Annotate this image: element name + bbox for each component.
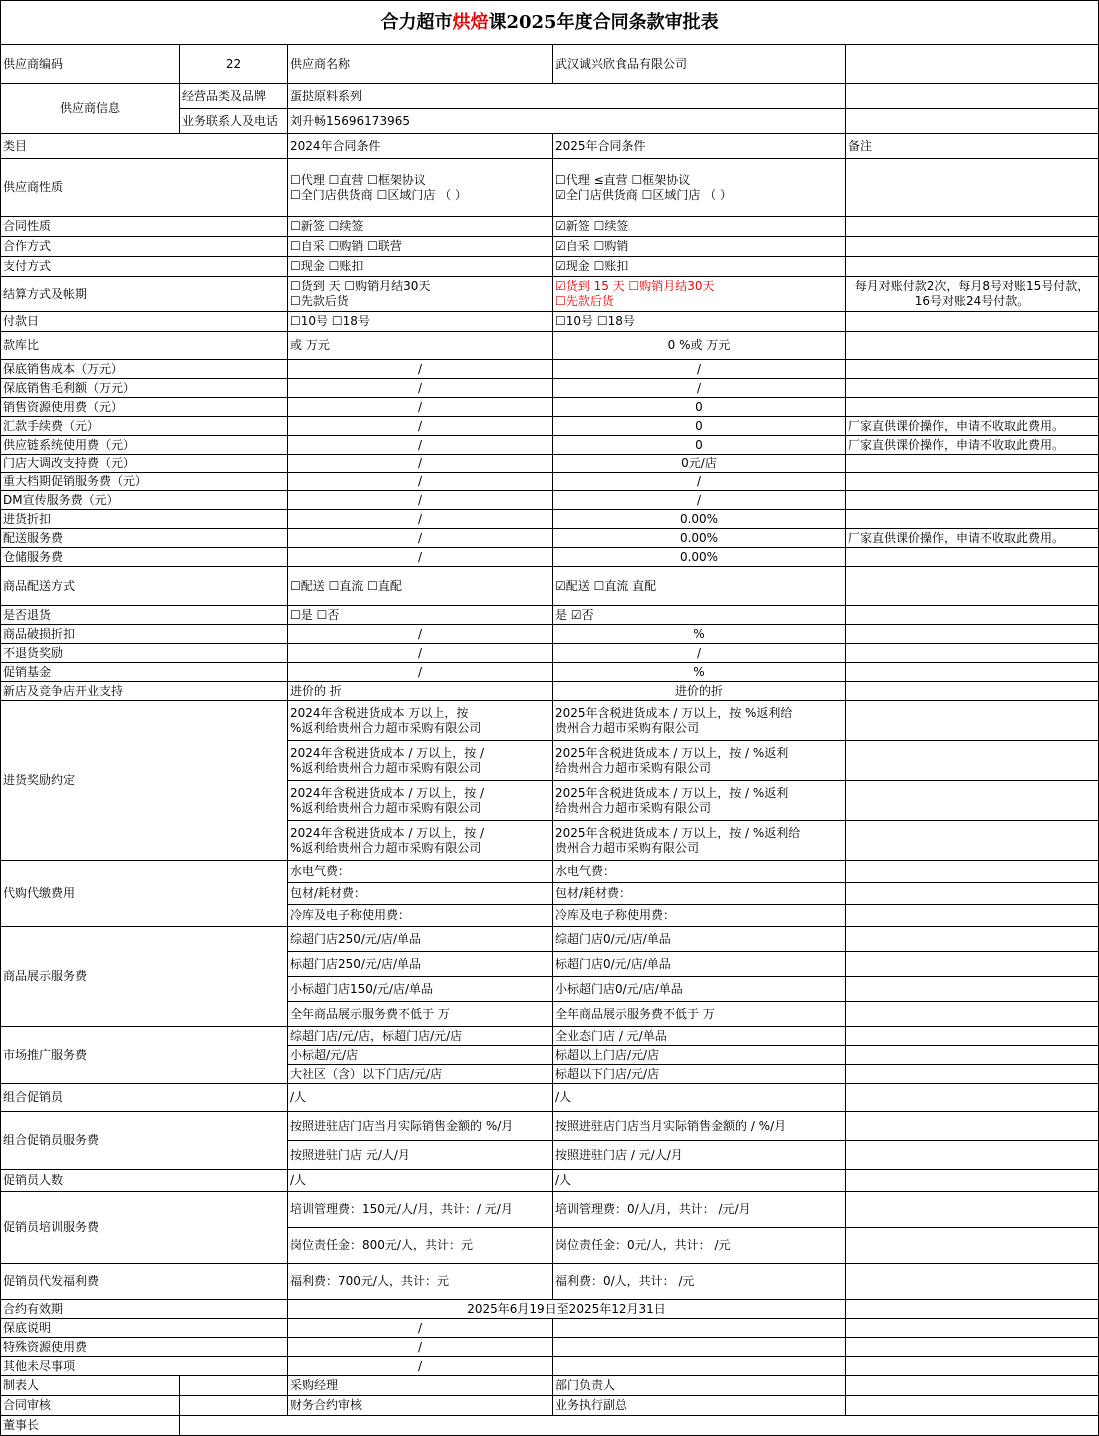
header-remark: 备注 (846, 134, 1099, 159)
fee-label: 汇款手续费（元） (1, 417, 288, 436)
nature-2025[interactable] (553, 159, 846, 217)
promoter-count-remark[interactable] (846, 1170, 1099, 1192)
row-b-label: 新店及竞争店开业支持 (1, 682, 288, 701)
tail-value[interactable]: / (288, 1319, 553, 1338)
rebate-2025-line2: 贵州合力超市采购有限公司 (555, 720, 700, 735)
row-a-label: 合同性质 (1, 217, 288, 237)
nature-2025-line1: ☐代理 ≤直营 ☐框架协议 (555, 172, 691, 187)
marketing-2025[interactable]: 标超以下门店/元/店 (553, 1065, 846, 1084)
marketing-remark[interactable] (846, 1046, 1099, 1065)
rebate-2024[interactable] (288, 781, 553, 821)
welfare-2024[interactable]: 福利费：700元/人，共计：元 (288, 1264, 553, 1300)
settlement-remark[interactable]: 每月对账付款2次，每月8号对账15号付款，16号对账24号付款。 (846, 277, 1099, 312)
promoter-fee-remark[interactable] (846, 1141, 1099, 1170)
nature-label: 供应商性质 (1, 159, 288, 217)
proxy-2025[interactable]: 包材/耗材费： (553, 883, 846, 905)
rebate-remark[interactable] (846, 701, 1099, 741)
tail-label: 特殊资源使用费 (1, 1338, 288, 1357)
fee-2024[interactable]: / (288, 473, 553, 491)
display-2025[interactable]: 全年商品展示服务费不低于 万 (553, 1002, 846, 1027)
payday-2024[interactable]: ☐10号 ☐18号 (288, 312, 553, 332)
display-fee-label: 商品展示服务费 (1, 927, 288, 1027)
row-b-remark[interactable] (846, 606, 1099, 625)
marketing-2025[interactable]: 标超以上门店/元/店 (553, 1046, 846, 1065)
fee-remark[interactable] (846, 379, 1099, 398)
fee-remark[interactable] (846, 398, 1099, 417)
welfare-remark[interactable] (846, 1264, 1099, 1300)
row-b-label: 是否退货 (1, 606, 288, 625)
supplier-info-label: 供应商信息 (1, 84, 180, 134)
settlement-2024[interactable] (288, 277, 553, 312)
chairman-label: 董事长 (1, 1416, 180, 1436)
settlement-2025[interactable] (553, 277, 846, 312)
payday-remark[interactable] (846, 312, 1099, 332)
contact-label: 业务联系人及电话 (180, 109, 288, 134)
training-2025-b[interactable]: 岗位责任金：0元/人，共计： /元 (553, 1228, 846, 1264)
display-2024[interactable]: 综超门店250/元/店/单品 (288, 927, 553, 952)
rebate-2024[interactable] (288, 821, 553, 861)
training-2024-b[interactable]: 岗位责任金：800元/人，共计：元 (288, 1228, 553, 1264)
category-brand-remark[interactable] (846, 84, 1099, 109)
training-2024-a[interactable]: 培训管理费：150元/人/月，共计：/ 元/月 (288, 1192, 553, 1228)
rebate-2024-line1: 2024年含税进货成本 / 万以上，按 / (290, 825, 485, 840)
validity-remark[interactable] (846, 1300, 1099, 1319)
maker-sign[interactable] (180, 1376, 288, 1396)
vp-sign[interactable] (846, 1396, 1099, 1416)
tail-empty[interactable] (553, 1319, 846, 1338)
tail-remark[interactable] (846, 1319, 1099, 1338)
header-2025: 2025年合同条件 (553, 134, 846, 159)
display-2024[interactable]: 标超门店250/元/店/单品 (288, 952, 553, 977)
fee-2024[interactable]: / (288, 548, 553, 567)
row-b-2024[interactable]: / (288, 663, 553, 682)
row-a-remark[interactable] (846, 217, 1099, 237)
fee-remark[interactable]: 厂家直供课价操作，申请不收取此费用。 (846, 436, 1099, 455)
proxy-2025[interactable]: 冷库及电子称使用费： (553, 905, 846, 927)
row-a-2025[interactable]: ☑自采 ☐购销 (553, 237, 846, 257)
ratio-2024[interactable]: 或 万元 (288, 332, 553, 360)
row-b-2025[interactable]: 进价的折 (553, 682, 846, 701)
validity-value[interactable]: 2025年6月19日至2025年12月31日 (288, 1300, 846, 1319)
payday-label: 付款日 (1, 312, 288, 332)
fee-remark[interactable] (846, 360, 1099, 379)
tail-empty[interactable] (553, 1357, 846, 1376)
fee-2024[interactable]: / (288, 436, 553, 455)
row-b-2025[interactable]: / (553, 644, 846, 663)
row-b-2024[interactable]: / (288, 644, 553, 663)
row-b-2024[interactable]: ☐是 ☐否 (288, 606, 553, 625)
row-b-label: 商品破损折扣 (1, 625, 288, 644)
rebate-2024-line2: %返利给贵州合力超市采购有限公司 (290, 840, 482, 855)
training-fee-label: 促销员培训服务费 (1, 1192, 288, 1264)
row-a-2025[interactable]: ☑现金 ☐账扣 (553, 257, 846, 277)
rebate-label: 进货奖励约定 (1, 701, 288, 861)
fee-2025[interactable]: 0 (553, 436, 846, 455)
fee-remark[interactable] (846, 473, 1099, 491)
rebate-2025-line1: 2025年含税进货成本 / 万以上，按 / %返利 (555, 745, 789, 760)
nature-remark[interactable] (846, 159, 1099, 217)
rebate-remark[interactable] (846, 781, 1099, 821)
tail-empty[interactable] (553, 1338, 846, 1357)
tail-remark[interactable] (846, 1357, 1099, 1376)
rebate-2025[interactable] (553, 781, 846, 821)
fee-2025[interactable]: 0 (553, 417, 846, 436)
buyer-label: 采购经理 (288, 1376, 553, 1396)
settlement-2024-line2: ☐先款后货 (290, 294, 349, 308)
training-remark[interactable] (846, 1228, 1099, 1264)
fee-label: 供应链系统使用费（元） (1, 436, 288, 455)
training-2025-a[interactable]: 培训管理费：0/人/月，共计： /元/月 (553, 1192, 846, 1228)
row-a-2024[interactable]: ☐自采 ☐购销 ☐联营 (288, 237, 553, 257)
row-b-2024[interactable]: 进价的 折 (288, 682, 553, 701)
rebate-2024-line1: 2024年含税进货成本 / 万以上，按 / (290, 745, 485, 760)
tail-remark[interactable] (846, 1338, 1099, 1357)
promoter-label: 组合促销员 (1, 1084, 288, 1112)
display-remark[interactable] (846, 977, 1099, 1002)
promoter-fee-2025-b[interactable]: 按照进驻门店 / 元/人/月 (553, 1141, 846, 1170)
rebate-2025-line1: 2025年含税进货成本 / 万以上，按 / %返利给 (555, 825, 801, 840)
promoter-count-label: 促销员人数 (1, 1170, 288, 1192)
row-a-2024[interactable]: ☐新签 ☐续签 (288, 217, 553, 237)
fee-remark[interactable] (846, 548, 1099, 567)
fee-2025[interactable]: 0.00% (553, 510, 846, 529)
nature-2024[interactable] (288, 159, 553, 217)
fee-2025[interactable]: / (553, 491, 846, 510)
fee-2025[interactable]: / (553, 360, 846, 379)
supplier-code-label: 供应商编码 (1, 45, 180, 84)
contact-remark[interactable] (846, 109, 1099, 134)
marketing-2024[interactable]: 小标超/元/店 (288, 1046, 553, 1065)
rebate-2024-line2: %返利给贵州合力超市采购有限公司 (290, 800, 482, 815)
row-a-label: 合作方式 (1, 237, 288, 257)
dept-head-sign[interactable] (846, 1376, 1099, 1396)
row-a-2025[interactable]: ☑新签 ☐续签 (553, 217, 846, 237)
fee-2025[interactable]: / (553, 473, 846, 491)
proxy-remark[interactable] (846, 861, 1099, 883)
delivery-label: 商品配送方式 (1, 567, 288, 606)
row-a-2024[interactable]: ☐现金 ☐账扣 (288, 257, 553, 277)
rebate-2024-line2: %返利给贵州合力超市采购有限公司 (290, 760, 482, 775)
display-remark[interactable] (846, 1002, 1099, 1027)
fee-2024[interactable]: / (288, 455, 553, 473)
rebate-2025-line1: 2025年含税进货成本 / 万以上，按 %返利给 (555, 705, 793, 720)
delivery-remark[interactable] (846, 567, 1099, 606)
fee-2025[interactable]: / (553, 379, 846, 398)
proxy-2025[interactable]: 水电气费： (553, 861, 846, 883)
title-part3: 课2025年度合同条款审批表 (488, 12, 719, 33)
fee-2024[interactable]: / (288, 398, 553, 417)
ratio-remark[interactable] (846, 332, 1099, 360)
fee-label: 保底销售成本（万元） (1, 360, 288, 379)
marketing-2025[interactable]: 全业态门店 / 元/单品 (553, 1027, 846, 1046)
row-b-2025[interactable]: % (553, 663, 846, 682)
display-2024[interactable]: 小标超门店150/元/店/单品 (288, 977, 553, 1002)
fee-label: 进货折扣 (1, 510, 288, 529)
fee-2024[interactable]: / (288, 529, 553, 548)
finance-review-label: 财务合约审核 (288, 1396, 553, 1416)
display-remark[interactable] (846, 952, 1099, 977)
fee-label: 配送服务费 (1, 529, 288, 548)
fee-remark[interactable] (846, 455, 1099, 473)
proxy-remark[interactable] (846, 905, 1099, 927)
row-b-2024[interactable]: / (288, 625, 553, 644)
rebate-2025-line2: 给贵州合力超市采购有限公司 (555, 760, 712, 775)
ratio-label: 款库比 (1, 332, 288, 360)
fee-label: 销售资源使用费（元） (1, 398, 288, 417)
ratio-2025[interactable]: 0 %或 万元 (553, 332, 846, 360)
fee-label: 保底销售毛利额（万元） (1, 379, 288, 398)
fee-label: 仓储服务费 (1, 548, 288, 567)
rebate-2025[interactable] (553, 741, 846, 781)
row-b-2025[interactable]: 是 ☑否 (553, 606, 846, 625)
rebate-2025[interactable] (553, 701, 846, 741)
rebate-2025[interactable] (553, 821, 846, 861)
promoter-2024[interactable]: /人 (288, 1084, 553, 1112)
supplier-code-value[interactable]: 22 (180, 45, 288, 84)
fee-2024[interactable]: / (288, 510, 553, 529)
fee-2024[interactable]: / (288, 379, 553, 398)
supplier-name-remark[interactable] (846, 45, 1099, 84)
maker-label: 制表人 (1, 1376, 180, 1396)
title-part1: 合力超市 (380, 12, 453, 33)
settlement-2025-line2: ☐先款后货 (555, 294, 614, 308)
tail-label: 其他未尽事项 (1, 1357, 288, 1376)
promoter-fee-remark[interactable] (846, 1112, 1099, 1141)
proxy-2024[interactable]: 水电气费： (288, 861, 553, 883)
fee-label: DM宣传服务费（元） (1, 491, 288, 510)
settlement-2025-line1: ☑货到 15 天 ☐购销月结30天 (555, 279, 715, 293)
row-a-label: 支付方式 (1, 257, 288, 277)
marketing-fee-label: 市场推广服务费 (1, 1027, 288, 1084)
rebate-2024[interactable] (288, 741, 553, 781)
fee-2025[interactable]: 0.00% (553, 529, 846, 548)
promoter-count-2024[interactable]: /人 (288, 1170, 553, 1192)
fee-remark[interactable]: 厂家直供课价操作，申请不收取此费用。 (846, 417, 1099, 436)
payday-2025[interactable]: ☐10号 ☐18号 (553, 312, 846, 332)
tail-value[interactable]: / (288, 1338, 553, 1357)
fee-2025[interactable]: 0 (553, 398, 846, 417)
promoter-fee-2025-a[interactable]: 按照进驻店门店当月实际销售金额的 / %/月 (553, 1112, 846, 1141)
display-remark[interactable] (846, 927, 1099, 952)
fee-2025[interactable]: 0元/店 (553, 455, 846, 473)
training-remark[interactable] (846, 1192, 1099, 1228)
rebate-2024-line1: 2024年含税进货成本 万以上，按 (290, 705, 469, 720)
row-b-remark[interactable] (846, 663, 1099, 682)
promoter-fee-2024-b[interactable]: 按照进驻门店 元/人/月 (288, 1141, 553, 1170)
nature-2024-line1: ☐代理 ☐直营 ☐框架协议 (290, 172, 426, 187)
promoter-2025[interactable]: /人 (553, 1084, 846, 1112)
row-b-remark[interactable] (846, 682, 1099, 701)
row-b-remark[interactable] (846, 644, 1099, 663)
rebate-2025-line2: 给贵州合力超市采购有限公司 (555, 800, 712, 815)
vp-label: 业务执行副总 (553, 1396, 846, 1416)
row-a-remark[interactable] (846, 257, 1099, 277)
fee-remark[interactable]: 厂家直供课价操作，申请不收取此费用。 (846, 529, 1099, 548)
proxy-remark[interactable] (846, 883, 1099, 905)
fee-label: 重大档期促销服务费（元） (1, 473, 288, 491)
tail-label: 保底说明 (1, 1319, 288, 1338)
rebate-2025-line2: 贵州合力超市采购有限公司 (555, 840, 700, 855)
header-2024: 2024年合同条件 (288, 134, 553, 159)
settlement-label: 结算方式及帐期 (1, 277, 288, 312)
row-a-remark[interactable] (846, 237, 1099, 257)
contact-value[interactable]: 刘升畅15696173965 (288, 109, 846, 134)
display-2025[interactable]: 小标超门店0/元/店/单品 (553, 977, 846, 1002)
row-b-remark[interactable] (846, 625, 1099, 644)
display-2024[interactable]: 全年商品展示服务费不低于 万 (288, 1002, 553, 1027)
tail-value[interactable]: / (288, 1357, 553, 1376)
welfare-label: 促销员代发福利费 (1, 1264, 288, 1300)
form-title (1, 1, 1099, 45)
marketing-2024[interactable]: 综超门店/元/店，标超门店/元/店 (288, 1027, 553, 1046)
display-2025[interactable]: 综超门店0/元/店/单品 (553, 927, 846, 952)
delivery-2025[interactable]: ☑配送 ☐直流 直配 (553, 567, 846, 606)
welfare-2025[interactable]: 福利费：0/人，共计： /元 (553, 1264, 846, 1300)
promoter-remark[interactable] (846, 1084, 1099, 1112)
rebate-2025-line1: 2025年含税进货成本 / 万以上，按 / %返利 (555, 785, 789, 800)
supplier-name-value[interactable]: 武汉诚兴欣食品有限公司 (553, 45, 846, 84)
row-b-label: 不退货奖励 (1, 644, 288, 663)
nature-2024-line2: ☐全门店供货商 ☐区域门店 （ ） (290, 187, 467, 202)
fee-label: 门店大调改支持费（元） (1, 455, 288, 473)
marketing-remark[interactable] (846, 1027, 1099, 1046)
fee-remark[interactable] (846, 491, 1099, 510)
review-label: 合同审核 (1, 1396, 180, 1416)
fee-2024[interactable]: / (288, 360, 553, 379)
fee-2025[interactable]: 0.00% (553, 548, 846, 567)
row-b-label: 促销基金 (1, 663, 288, 682)
proxy-2024[interactable]: 冷库及电子称使用费： (288, 905, 553, 927)
settlement-2024-line1: ☐货到 天 ☐购销月结30天 (290, 279, 431, 293)
title-red-part: 烘焙 (452, 12, 489, 33)
fee-2024[interactable]: / (288, 417, 553, 436)
delivery-2024[interactable]: ☐配送 ☐直流 ☐直配 (288, 567, 553, 606)
supplier-name-label: 供应商名称 (288, 45, 553, 84)
review-sign[interactable] (180, 1396, 288, 1416)
rebate-2024[interactable] (288, 701, 553, 741)
promoter-fee-label: 组合促销员服务费 (1, 1112, 288, 1170)
promoter-fee-2024-a[interactable]: 按照进驻店门店当月实际销售金额的 %/月 (288, 1112, 553, 1141)
rebate-remark[interactable] (846, 741, 1099, 781)
proxy-label: 代购代缴费用 (1, 861, 288, 927)
category-brand-value[interactable]: 蛋挞原料系列 (288, 84, 846, 109)
dept-head-label: 部门负责人 (553, 1376, 846, 1396)
promoter-count-2025[interactable]: /人 (553, 1170, 846, 1192)
category-brand-label: 经营品类及品牌 (180, 84, 288, 109)
fee-remark[interactable] (846, 510, 1099, 529)
display-2025[interactable]: 标超门店0/元/店/单品 (553, 952, 846, 977)
marketing-remark[interactable] (846, 1065, 1099, 1084)
validity-label: 合约有效期 (1, 1300, 288, 1319)
header-category: 类目 (1, 134, 288, 159)
rebate-2024-line1: 2024年含税进货成本 / 万以上，按 / (290, 785, 485, 800)
row-b-2025[interactable]: % (553, 625, 846, 644)
marketing-2024[interactable]: 大社区（含）以下门店/元/店 (288, 1065, 553, 1084)
rebate-remark[interactable] (846, 821, 1099, 861)
rebate-2024-line2: %返利给贵州合力超市采购有限公司 (290, 720, 482, 735)
fee-2024[interactable]: / (288, 491, 553, 510)
nature-2025-line2: ☑全门店供货商 ☐区域门店 （ ） (555, 187, 732, 202)
proxy-2024[interactable]: 包材/耗材费： (288, 883, 553, 905)
